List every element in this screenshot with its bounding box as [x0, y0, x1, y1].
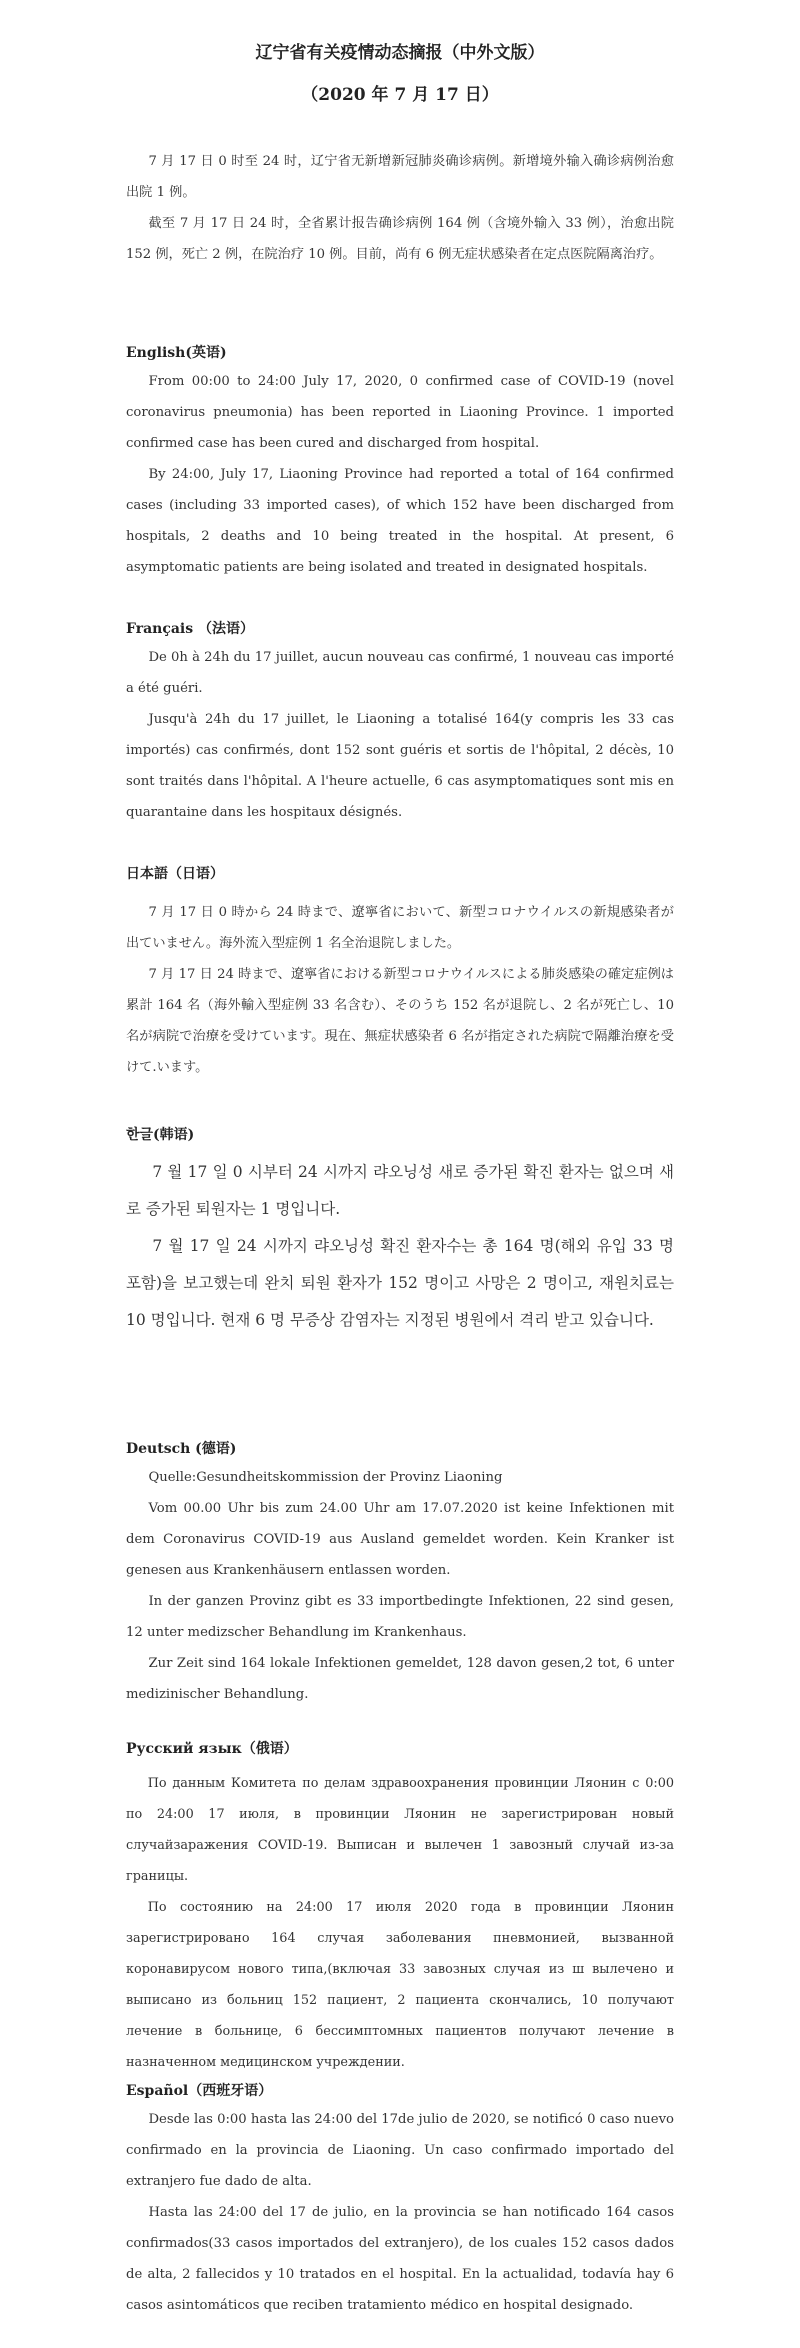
paragraph: Hasta las 24:00 del 17 de julio, en la provincia se han notificado 164 casos confirmados(33 casos importados del extranjero), de los cuales 152 casos dados de alta, 2 fallecidos y 10 tratados en el hospital. En la actualidad, todavía hay 6 casos asintomáticos que reciben tratamiento médico en hospital designado. — [126, 2205, 674, 2313]
paragraph: 7 月 17 日 0 时至 24 时，辽宁省无新增新冠肺炎确诊病例。新增境外输入确诊病例治愈出院 1 例。 — [126, 154, 674, 200]
paragraph: In der ganzen Provinz gibt es 33 importbedingte Infektionen, 22 sind gesen, 12 unter medizscher Behandlung im Krankenhaus. — [126, 1594, 674, 1640]
paragraph: Jusqu'à 24h du 17 juillet, le Liaoning a totalisé 164(y compris les 33 cas importés) cas confirmés, dont 152 sont guéris et sortis de l'hôpital, 2 décès, 10 sont traités dans l'hôpital. A l'heure actuelle, 6 cas asymptomatiques sont mis en quarantaine dans les hospitaux désignés. — [126, 712, 674, 820]
paragraph: По данным Комитета по делам здравоохранения провинции Ляонин с 0:00 по 24:00 17 июля, в провинции Ляонин не зарегистрирован новый случайзаражения COVID-19. Выписан и вылечен 1 завозный случай из-за границы. — [126, 1776, 674, 1884]
document-date: （2020 年 7 月 17 日） — [301, 85, 499, 105]
section-heading: Русский язык（俄语） — [126, 1741, 298, 1757]
paragraph: From 00:00 to 24:00 July 17, 2020, 0 confirmed case of COVID-19 (novel coronavirus pneumonia) has been reported in Liaoning Province. 1 imported confirmed case has been cured and discharged from hospital. — [126, 374, 674, 451]
paragraph: Zur Zeit sind 164 lokale Infektionen gemeldet, 128 davon gesen,2 tot, 6 unter medizinischer Behandlung. — [126, 1656, 674, 1702]
section-japanese — [126, 863, 674, 1083]
paragraph: By 24:00, July 17, Liaoning Province had reported a total of 164 confirmed cases (including 33 imported cases), of which 152 have been discharged from hospitals, 2 deaths and 10 being treated in the hospital. At present, 6 asymptomatic patients are being isolated and treated in designated hospitals. — [126, 467, 674, 575]
paragraph: Vom 00.00 Uhr bis zum 24.00 Uhr am 17.07.2020 ist keine Infektionen mit dem Coronavirus COVID-19 aus Ausland gemeldet worden. Kein Kranker ist genesen aus Krankenhäusern entlassen worden. — [126, 1501, 674, 1578]
section-spanish — [126, 2080, 674, 2321]
section-chinese — [126, 146, 674, 270]
paragraph: 7 월 17 일 24 시까지 랴오닝성 확진 환자수는 총 164 명(해외 유입 33 명 포함)을 보고했는데 완치 퇴원 환자가 152 명이고 사망은 2 명이고, 재원치료는 10 명입니다. 현재 6 명 무증상 감염자는 지정된 병원에서 격리 받고 있습니다. — [126, 1237, 674, 1329]
document-title: 辽宁省有关疫情动态摘报（中外文版） — [255, 43, 545, 63]
section-russian — [126, 1738, 674, 2078]
paragraph: Desde las 0:00 hasta las 24:00 del 17de julio de 2020, se notificó 0 caso nuevo confirmado en la provincia de Liaoning. Un caso confirmado importado del extranjero fue dado de alta. — [126, 2112, 674, 2189]
section-english — [126, 342, 674, 583]
section-heading: 日本語（日语） — [126, 866, 224, 882]
paragraph: 7 月 17 日 24 時まで、遼寧省における新型コロナウイルスによる肺炎感染の確定症例は累計 164 名（海外輸入型症例 33 名含む）、そのうち 152 名が退院し、2 名が死亡し、10 名が病院で治療を受けています。現在、無症状感染者 6 名が指定された病院で隔離治療を受けて.います。 — [126, 967, 674, 1075]
paragraph: По состоянию на 24:00 17 июля 2020 года в провинции Ляонин зарегистрировано 164 случая заболевания пневмонией, вызванной коронавирусом нового типа,(включая 33 завозных случая из ш вылечено и выписано из больниц 152 пациент, 2 пациента скончались, 10 получают лечение в больнице, 6 бессимптомных пациентов получают лечение в назначенном медицинском учреждении. — [126, 1900, 674, 2070]
paragraph: 7 월 17 일 0 시부터 24 시까지 랴오닝성 새로 증가된 확진 환자는 없으며 새로 증가된 퇴원자는 1 명입니다. — [126, 1163, 674, 1218]
section-heading: English(英语) — [126, 345, 227, 361]
section-french — [126, 618, 674, 828]
section-korean — [126, 1124, 674, 1339]
paragraph: 7 月 17 日 0 時から 24 時まで、遼寧省において、新型コロナウイルスの新規感染者が出ていません。海外流入型症例 1 名全治退院しました。 — [126, 905, 674, 951]
section-heading: 한글(韩语) — [126, 1127, 195, 1143]
section-german — [126, 1438, 674, 1710]
section-heading: Español（西班牙语） — [126, 2083, 273, 2099]
paragraph: 截至 7 月 17 日 24 时，全省累计报告确诊病例 164 例（含境外输入 33 例），治愈出院 152 例，死亡 2 例，在院治疗 10 例。目前，尚有 6 例无症状感染者在定点医院隔离治疗。 — [126, 216, 674, 262]
paragraph: De 0h à 24h du 17 juillet, aucun nouveau cas confirmé, 1 nouveau cas importé a été guéri. — [126, 650, 674, 696]
section-heading: Français （法语） — [126, 621, 254, 637]
section-heading: Deutsch (德语) — [126, 1441, 237, 1457]
paragraph: Quelle:Gesundheitskommission der Provinz Liaoning — [148, 1470, 503, 1485]
